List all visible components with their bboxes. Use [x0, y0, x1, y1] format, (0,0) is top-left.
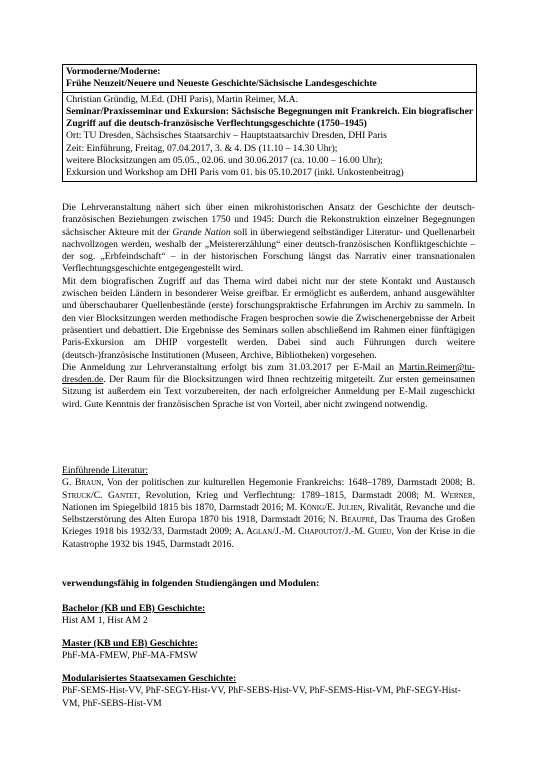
- module-group-staatsexamen: [62, 673, 475, 710]
- course-instructors: Christian Gründig, M.Ed. (DHI Paris), Martin Reimer, M.A.: [66, 93, 298, 105]
- course-block-sessions: weitere Blocksitzungen am 05.05., 02.06. und 30.06.2017 (ca. 10.00 – 16.00 Uhr);: [66, 155, 383, 167]
- literature-list: [62, 477, 475, 549]
- lit-entry: , Das Trauma des Großen Krieges 1918 bis 1932/33, Darmstadt 2009;: [62, 514, 475, 538]
- lit-author: B. Struck/C. Gantet: [62, 477, 475, 501]
- literature-section: [62, 465, 475, 551]
- course-period: Vormoderne/Moderne:: [66, 66, 161, 77]
- description-p1-text: Die Lehrveranstaltung nähert sich über einen mikrohistorischen Ansatz der Geschichte der deutsch-französischen Beziehungen zwischen 1750 und 1945: Durch die Rekonstruktion einzelner Begegnungen sächsischer Akteure mit der: [62, 202, 475, 238]
- lit-entry: , Von der politischen zur kulturellen Hegemonie Frankreichs: 1648–1789, Darmstadt 2008;: [101, 477, 467, 489]
- course-info-box: [62, 64, 477, 182]
- course-details: [63, 92, 476, 181]
- lit-author: A. Aglan/J.-M. Chapoutot/J.-M. Guieu: [234, 526, 392, 538]
- course-category-header: [63, 65, 476, 92]
- course-title-text: : Sächsische Begegnungen mit Frankreich. Ein biografischer Zugriff auf die deutsch-französische Verflechtungsgeschichte (1750–1945): [66, 105, 473, 130]
- course-subject-areas: Frühe Neuzeit/Neuere und Neueste Geschichte/Sächsische Landesgeschichte: [66, 78, 377, 90]
- registration-email-link[interactable]: Martin.Reimer@tu-dresden.de: [62, 361, 475, 386]
- lit-entry: , Rivalität, Revanche und die Selbstzerstörung des Alten Europa 1870 bis 1918, Darmstadt 2016;: [62, 501, 475, 526]
- grande-nation-term: Grande Nation: [172, 226, 231, 238]
- module-group-entries: PhF-MA-FMEW, PhF-MA-FMSW: [62, 650, 198, 662]
- module-group-title: Modularisiertes Staatsexamen Geschichte:: [62, 673, 237, 684]
- description-p1-text-end: soll in überwiegend selbständiger Literatur- und Quellenarbeit nachvollzogen werden, weshalb der „Meistererzählung“ einer deutsch-französischen Konfliktgeschichte – der sog. „Erbfeindschaft“ – in der historischen Forschung längst das Narrativ einer transnationalen Verflechtungsgeschichte entgegengestellt wird.: [62, 226, 475, 275]
- lit-entry: , Von der Krise in die Katastrophe 1932 bis 1945, Darmstadt 2016.: [62, 526, 475, 550]
- lit-author: N. Beaupré: [328, 514, 375, 526]
- module-group-title: Bachelor (KB und EB) Geschichte:: [62, 603, 206, 614]
- module-group-bachelor: [62, 603, 475, 628]
- module-group-entries: PhF-SEMS-Hist-VV, PhF-SEGY-Hist-VV, PhF-SEBS-Hist-VV, PhF-SEMS-Hist-VM, PhF-SEGY-Hist-VM, PhF-SEBS-Hist-VM: [62, 685, 461, 709]
- course-type: Seminar/Praxisseminar und Exkursion: [66, 105, 226, 117]
- module-group-title: Master (KB und EB) Geschichte:: [62, 638, 198, 649]
- registration-text-end: . Der Raum für die Blocksitzungen wird Ihnen rechtzeitig mitgeteilt. Zur ersten gemeinsamen Sitzung ist außerdem ein Text vorzubereiten, der nach erfolgreicher Anmeldung per E-Mail zugeschickt wird. Gute Kenntnis der französischen Sprache ist von Vorteil, aber nicht zwingend notwendig.: [62, 374, 475, 410]
- lit-author: M. Werner: [424, 489, 473, 501]
- description-paragraph-3: [62, 362, 475, 411]
- lit-author: G. Braun: [62, 477, 102, 489]
- literature-heading: Einführende Literatur:: [62, 465, 149, 476]
- description-paragraph-2: Mit dem biografischen Zugriff auf das Thema wird dabei nicht nur der stete Kontakt und Austausch zwischen beiden Ländern in besonderer Weise greifbar. Er ermöglicht es außerdem, anhand ausgewählter und überschaubarer Quellenbestände (erste) forschungspraktische Erfahrungen im Archiv zu sammeln. In den vier Blocksitzungen werden methodische Fragen besprochen sowie die Zwischenergebnisse der Arbeit präsentiert und debattiert. Die Ergebnisse des Seminars sollen abschließend im Rahmen einer fünftägigen Paris-Exkursion am DHIP vorgestellt werden. Dabei sind auch Führungen durch weitere (deutsch-)französische Institutionen (Museen, Archive, Bibliotheken) vorgesehen.: [62, 275, 475, 361]
- description-paragraph-1: [62, 202, 475, 276]
- module-group-entries: Hist AM 1, Hist AM 2: [62, 615, 148, 627]
- lit-entry: , Nationen im Spiegelbild 1815 bis 1870, Darmstadt 2016;: [62, 489, 475, 513]
- module-group-master: [62, 638, 475, 663]
- course-location: Ort: TU Dresden, Sächsisches Staatsarchiv – Hauptstaatsarchiv Dresden, DHI Paris: [66, 130, 387, 142]
- lit-author: M. König/E. Julien: [286, 501, 363, 513]
- course-time-intro: Zeit: Einführung, Freitag, 07.04.2017, 3. & 4. DS (11.10 – 14.30 Uhr);: [66, 142, 338, 154]
- course-excursion: Exkursion und Workshop am DHI Paris vom 01. bis 05.10.2017 (inkl. Unkostenbeitrag): [66, 167, 404, 179]
- course-title: [66, 106, 473, 131]
- registration-text: Die Anmeldung zur Lehrveranstaltung erfolgt bis zum 31.03.2017 per E-Mail an: [62, 361, 399, 373]
- lit-entry: , Revolution, Krieg und Verflechtung: 1789–1815, Darmstadt 2008;: [137, 489, 425, 501]
- course-description: [62, 202, 475, 411]
- modules-heading: verwendungsfähig in folgenden Studiengängen und Modulen:: [62, 578, 320, 589]
